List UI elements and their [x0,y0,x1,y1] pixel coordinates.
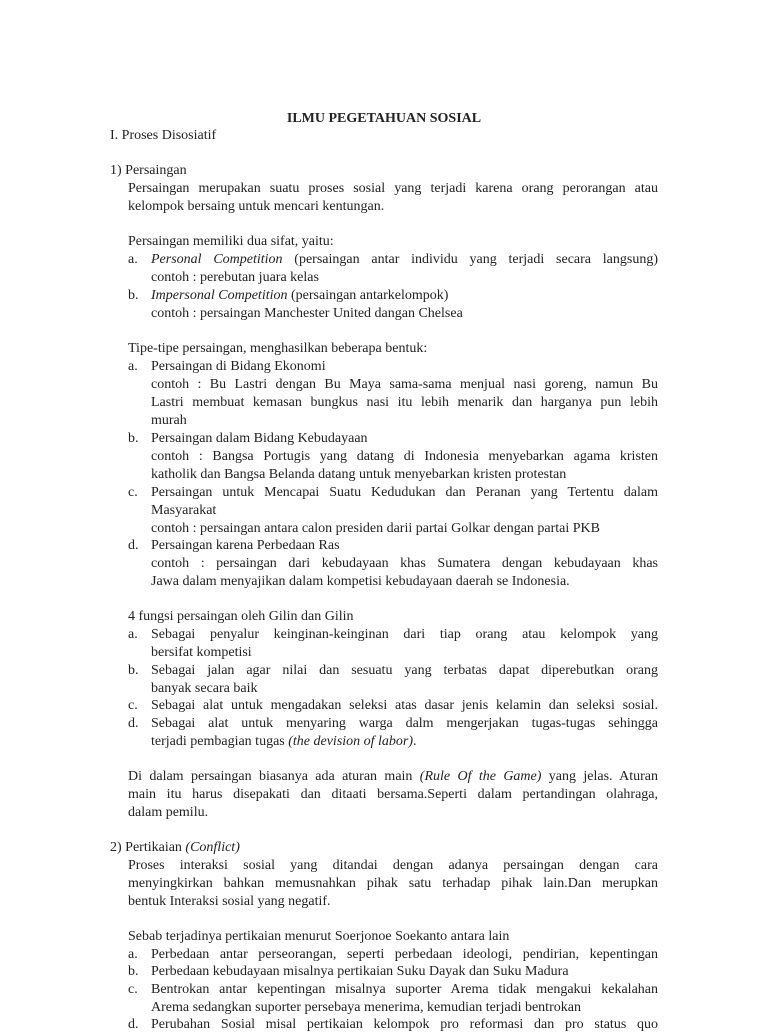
aturan-line: dalam pemilu. [128,805,209,820]
aturan-term: (Rule Of the Game) [419,769,542,784]
list-label: a. [128,947,138,962]
fungsi-item-line: Sebagai alat untuk menyaring warga dalm mengerjakan tugas-tugas sehingga [151,716,658,731]
pertikaian-definition-line: menyingkirkan bahkan memusnahkan pihak satu terhadap pihak lain.Dan merupkan [128,876,658,891]
list-label: c. [128,698,138,713]
list-label: a. [128,627,138,642]
aturan-line: main itu harus disepakati dan ditaati bersama.Seperti dalam pertandingan olahraga, [128,787,658,802]
tipe-item-line: contoh : Bu Lastri dengan Bu Maya sama-sama menjual nasi goreng, namun Bu [151,377,658,392]
sifat-item [151,287,448,305]
list-label: b. [128,288,139,303]
tipe-item-line: Lastri membuat kemasan bungkus nasi itu lebih menarik dan harganya pun lebih [151,395,658,410]
pertikaian-heading-text: 2) Pertikaian [110,840,186,855]
aturan-line [128,768,658,786]
list-label: c. [128,982,138,997]
sifat-example: contoh : perebutan juara kelas [151,270,319,285]
list-label: a. [128,359,138,374]
section-heading: I. Proses Disosiatif [110,128,217,143]
tipe-item-line: Masyarakat [151,503,217,518]
tipe-intro: Tipe-tipe persaingan, menghasilkan beberapa bentuk: [128,341,428,356]
sifat-example: contoh : persaingan Manchester United dangan Chelsea [151,306,463,321]
tipe-item-line: Persaingan di Bidang Ekonomi [151,359,326,374]
list-label: d. [128,1017,139,1032]
fungsi-item-line: bersifat kompetisi [151,645,252,660]
fungsi-end: . [413,734,417,749]
tipe-item-line: Jawa dalam menyajikan dalam kompetisi kebudayaan daerah se Indonesia. [151,574,570,589]
sifat-desc: (persaingan antar individu yang terjadi secara langsung) [282,252,658,267]
tipe-item-line: murah [151,413,187,428]
sifat-term: Impersonal Competition [151,288,288,303]
list-label: a. [128,252,138,267]
fungsi-item-line: Sebagai jalan agar nilai dan sesuatu yang terbatas dapat diperebutkan orang [151,663,658,678]
fungsi-item-line: banyak secara baik [151,681,258,696]
sebab-item-line: Arema sedangkan suporter persebaya menerima, kemudian terjadi bentrokan [151,1000,581,1015]
list-label: d. [128,538,139,553]
fungsi-term: (the devision of labor) [288,734,414,749]
fungsi-text: terjadi pembagian tugas [151,734,289,749]
sebab-item-line: Bentrokan antar kepentingan misalnya suporter Arema tidak mengakui kekalahan [151,982,658,997]
aturan-text: Di dalam persaingan biasanya ada aturan main [128,769,420,784]
sebab-item-line: Perbedaan antar perseorangan, seperti perbedaan ideologi, pendirian, kepentingan [151,947,658,962]
fungsi-item-line: Sebagai penyalur keinginan-keinginan dari tiap orang atau kelompok yang [151,627,658,642]
tipe-item-line: contoh : persaingan antara calon presiden darii partai Golkar dengan partai PKB [151,521,601,536]
tipe-item-line: Persaingan untuk Mencapai Suatu Kedudukan dan Peranan yang Tertentu dalam [151,485,658,500]
list-label: b. [128,431,139,446]
aturan-text: yang jelas. Aturan [541,769,658,784]
tipe-item-line: katholik dan Bangsa Belanda datang untuk menyebarkan kristen protestan [151,467,567,482]
fungsi-item-line: Sebagai alat untuk mengadakan seleksi atas dasar jenis kelamin dan seleksi sosial. [151,698,658,713]
tipe-item-line: contoh : persaingan dari kebudayaan khas Sumatera dengan kebudayaan khas [151,556,658,571]
fungsi-intro: 4 fungsi persaingan oleh Gilin dan Gilin [128,609,354,624]
list-label: b. [128,964,139,979]
document-title: ILMU PEGETAHUAN SOSIAL [286,111,482,126]
persaingan-definition-line: kelompok bersaing untuk mencari kentungan. [128,199,385,214]
list-label: c. [128,485,138,500]
persaingan-definition-line: Persaingan merupakan suatu proses sosial yang terjadi karena orang perorangan atau [128,181,658,196]
sifat-desc: (persaingan antarkelompok) [287,288,449,303]
list-label: d. [128,716,139,731]
pertikaian-heading [110,839,240,857]
sebab-item-line: Perubahan Sosial misal pertikaian kelompok pro reformasi dan pro status quo [151,1017,658,1032]
pertikaian-definition-line: bentuk Interaksi sosial yang negatif. [128,894,331,909]
sifat-item [151,251,658,269]
fungsi-item-line [151,733,417,751]
pertikaian-heading-term: (Conflict) [185,840,240,855]
tipe-item-line: Persaingan karena Perbedaan Ras [151,538,340,553]
sebab-intro: Sebab terjadinya pertikaian menurut Soerjonoe Soekanto antara lain [128,929,510,944]
sifat-intro: Persaingan memiliki dua sifat, yaitu: [128,234,334,249]
sifat-term: Personal Competition [151,252,283,267]
persaingan-heading: 1) Persaingan [110,163,187,178]
pertikaian-definition-line: Proses interaksi sosial yang ditandai dengan adanya persaingan dengan cara [128,858,658,873]
list-label: b. [128,663,139,678]
tipe-item-line: Persaingan dalam Bidang Kebudayaan [151,431,368,446]
sebab-item-line: Perbedaan kebudayaan misalnya pertikaian Suku Dayak dan Suku Madura [151,964,569,979]
tipe-item-line: contoh : Bangsa Portugis yang datang di Indonesia menyebarkan agama kristen [151,449,658,464]
